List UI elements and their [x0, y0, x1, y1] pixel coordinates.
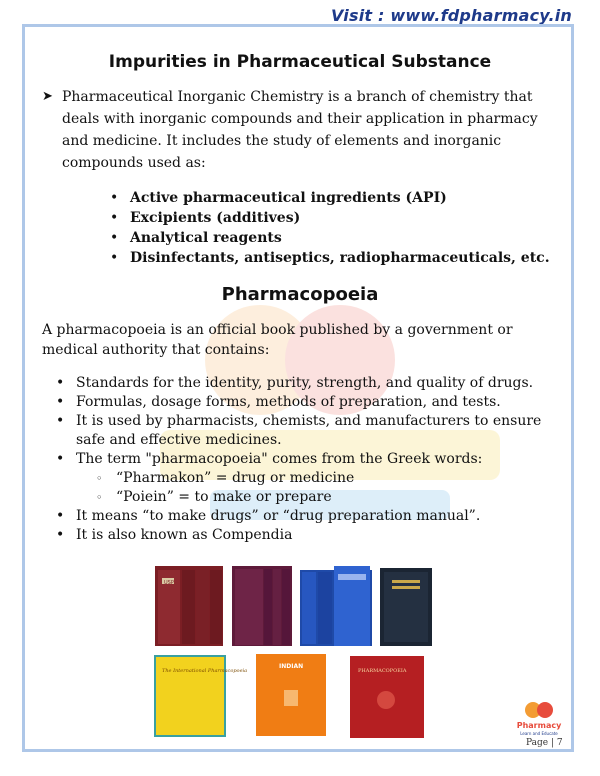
- maroon-books: [232, 566, 292, 646]
- list-item: • Excipients (additives): [108, 208, 550, 228]
- list-item: • Active pharmaceutical ingredients (API): [108, 188, 550, 208]
- navy-book: [380, 568, 432, 646]
- blue-books: [300, 566, 372, 646]
- logo-tagline: Learn and Educate: [520, 731, 558, 736]
- indian-pharmacopoeia-book: [256, 654, 326, 736]
- list-item: • Standards for the identity, purity, strength, and quality of drugs.: [54, 374, 559, 393]
- list-item: • It is also known as Compendia: [54, 526, 559, 545]
- list-item: • The term "pharmacopoeia" comes from the Greek words:: [54, 450, 559, 469]
- usp-label: USP: [164, 580, 174, 586]
- arrow-bullet-icon: ➤: [42, 89, 53, 104]
- international-label: The International Pharmacopoeia: [162, 668, 248, 674]
- sub-list-item: ◦ “Poiein” = to make or prepare: [54, 488, 559, 507]
- section-title-pharmacopoeia: Pharmacopoeia: [221, 284, 379, 305]
- pharmacy-logo: [514, 700, 564, 738]
- pharmacopoeia-label: PHARMACOPOEIA: [358, 668, 407, 674]
- list-item: • It is used by pharmacists, chemists, and manufacturers to ensure safe and effective medicines.: [54, 412, 559, 450]
- list-item: • Formulas, dosage forms, methods of preparation, and tests.: [54, 393, 559, 412]
- logo-icon: [514, 700, 564, 738]
- red-pharmacopoeia-book: [350, 656, 424, 738]
- page-number: Page | 7: [526, 738, 563, 748]
- intro-text: Pharmaceutical Inorganic Chemistry is a branch of chemistry that deals with inorganic compounds and their application in pharmacy and medicine. It includes the study of elements and inorganic compounds used as:: [62, 89, 538, 171]
- usp-books: [155, 566, 223, 646]
- definition-paragraph: A pharmacopoeia is an official book published by a government or medical authority that contains:: [42, 322, 513, 358]
- sub-list-item: ◦ “Pharmakon” = drug or medicine: [54, 469, 559, 488]
- visit-link[interactable]: Visit : www.fdpharmacy.in: [331, 6, 572, 25]
- indian-label: INDIAN: [279, 663, 304, 670]
- list-item: • Disinfectants, antiseptics, radiopharmaceuticals, etc.: [108, 248, 550, 268]
- section-title-impurities: Impurities in Pharmaceutical Substance: [108, 52, 492, 72]
- list-item: • Analytical reagents: [108, 228, 550, 248]
- list-item: • It means “to make drugs” or “drug preparation manual”.: [54, 507, 559, 526]
- logo-text: Pharmacy: [516, 721, 562, 730]
- international-pharmacopoeia-book: [155, 656, 247, 736]
